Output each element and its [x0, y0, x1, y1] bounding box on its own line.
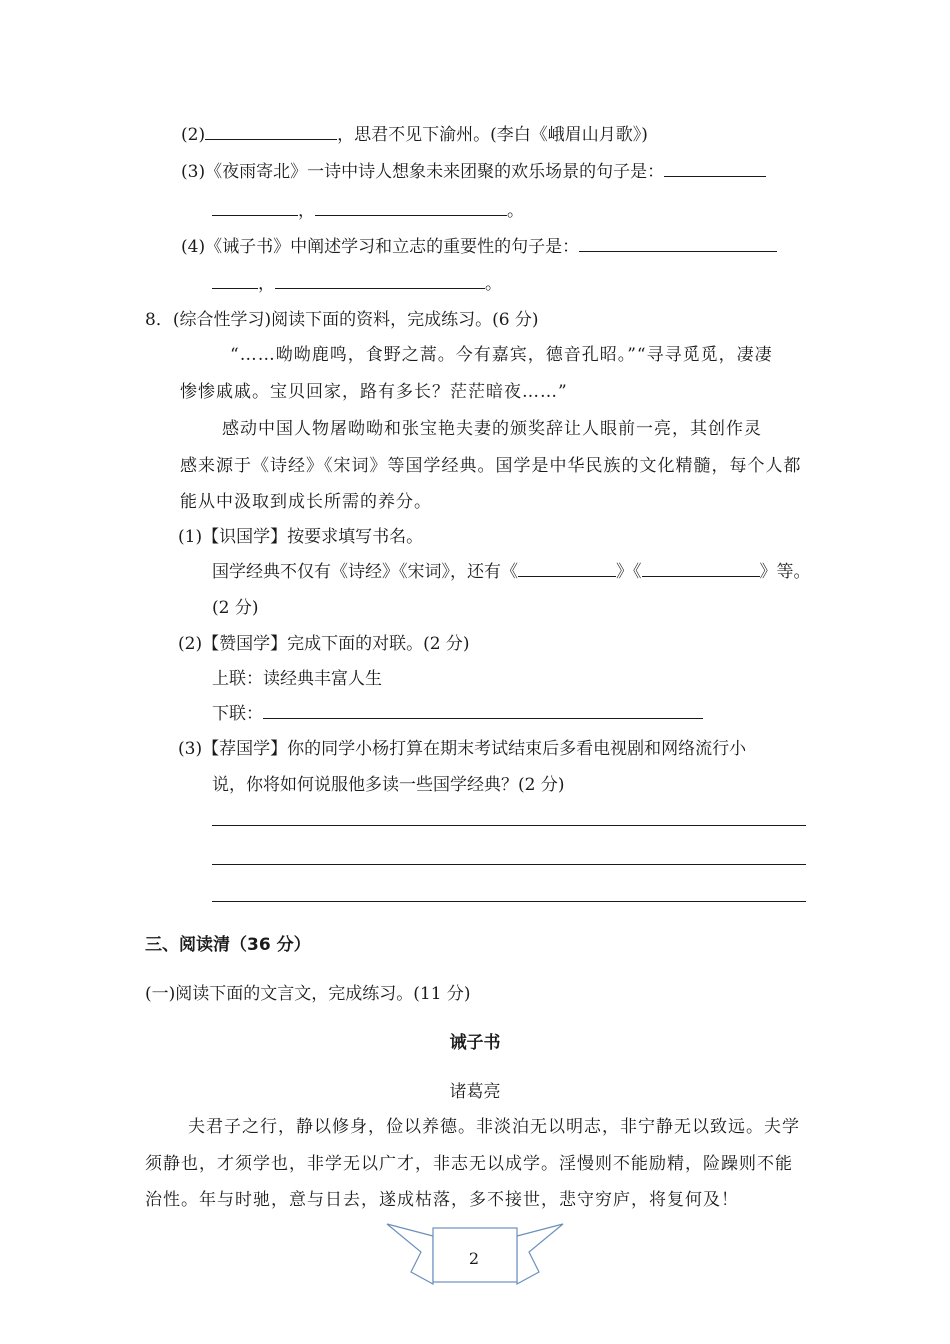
- essay-title: 诫子书: [449, 1033, 501, 1053]
- q7-4-text: (4)《诫子书》中阐述学习和立志的重要性的句子是：: [181, 237, 580, 257]
- q8-sub2-upper: 上联：读经典丰富人生: [212, 669, 382, 689]
- q8-title: 8．(综合性学习)阅读下面的资料，完成练习。(6 分): [145, 310, 539, 330]
- q7-4-comma: ，: [258, 274, 275, 294]
- section-3-heading: 三、阅读清（36 分）: [145, 935, 311, 955]
- q8-sub2-title: (2)【赞国学】完成下面的对联。(2 分): [178, 634, 470, 654]
- section-3-part-1: (一)阅读下面的文言文，完成练习。(11 分): [145, 984, 471, 1004]
- q7-3-blank-c[interactable]: [315, 201, 507, 216]
- q7-line-2: [181, 124, 648, 146]
- q8-answer-line-3[interactable]: [212, 901, 806, 902]
- q7-4-blank-b[interactable]: [212, 274, 258, 289]
- ribbon-right-tail: [517, 1224, 563, 1284]
- page-number: 2: [468, 1249, 480, 1268]
- q8-sub1-text-a: 国学经典不仅有《诗经》《宋词》，还有《: [212, 562, 518, 582]
- q8-sub1-score: (2 分): [212, 598, 259, 618]
- q8-sub1-title: (1)【识国学】按要求填写书名。: [178, 527, 424, 547]
- q8-sub1-blank-b[interactable]: [642, 562, 760, 577]
- essay-line-3: 治性。年与时驰，意与日去，遂成枯落，多不接世，悲守穷庐，将复何及！: [145, 1190, 739, 1210]
- essay-line-1: 夫君子之行，静以修身，俭以养德。非淡泊无以明志，非宁静无以致远。夫学: [188, 1117, 800, 1137]
- q7-3-blank-a[interactable]: [664, 162, 766, 177]
- q7-3-comma: ，: [298, 201, 315, 221]
- q7-line-3: [181, 161, 766, 183]
- q8-sub1-text-c: 》等。: [759, 562, 811, 582]
- essay-author: 诸葛亮: [449, 1082, 501, 1102]
- q8-answer-line-1[interactable]: [212, 825, 806, 826]
- q7-line-4b: [212, 273, 502, 295]
- q7-3-blank-b[interactable]: [212, 201, 298, 216]
- q8-sub1-line: [212, 561, 811, 583]
- q8-sub3-line-2: 说，你将如何说服他多读一些国学经典？(2 分): [212, 775, 565, 795]
- q7-line-3b: [212, 200, 524, 222]
- q7-3-end: 。: [507, 201, 524, 221]
- q7-2-text: ，思君不见下渝州。(李白《峨眉山月歌》): [337, 125, 648, 145]
- q7-4-blank-a[interactable]: [579, 237, 777, 252]
- q8-para-line-3: 能从中汲取到成长所需的养分。: [180, 492, 432, 512]
- q8-para-line-1: 感动中国人物屠呦呦和张宝艳夫妻的颁奖辞让人眼前一亮，其创作灵: [222, 419, 762, 439]
- q8-sub1-blank-a[interactable]: [518, 562, 616, 577]
- q7-2-number: (2): [181, 125, 206, 145]
- q8-quote-line-1: “……呦呦鹿鸣，食野之蒿。今有嘉宾，德音孔昭。”“寻寻觅觅，凄凄: [230, 345, 773, 365]
- q8-sub2-lower-blank[interactable]: [263, 704, 703, 719]
- q8-sub2-lower-label: 下联：: [212, 704, 263, 724]
- q8-para-line-2: 感来源于《诗经》《宋词》等国学经典。国学是中华民族的文化精髓，每个人都: [180, 456, 802, 476]
- q7-line-4: [181, 236, 777, 258]
- q7-3-text: (3)《夜雨寄北》一诗中诗人想象未来团聚的欢乐场景的句子是：: [181, 162, 665, 182]
- essay-line-2: 须静也，才须学也，非学无以广才，非志无以成学。淫慢则不能励精，险躁则不能: [145, 1154, 793, 1174]
- q8-quote-line-2: 惨惨戚戚。宝贝回家，路有多长？茫茫暗夜……”: [180, 382, 568, 402]
- q8-sub1-text-b: 》《: [616, 562, 642, 582]
- q8-answer-line-2[interactable]: [212, 864, 806, 865]
- q7-4-blank-c[interactable]: [275, 274, 485, 289]
- q8-sub3-line-1: (3)【荐国学】你的同学小杨打算在期末考试结束后多看电视剧和网络流行小: [178, 739, 747, 759]
- q7-2-blank[interactable]: [205, 125, 337, 140]
- q7-4-end: 。: [485, 274, 502, 294]
- ribbon-left-tail: [387, 1224, 433, 1284]
- q8-sub2-lower: [212, 703, 703, 725]
